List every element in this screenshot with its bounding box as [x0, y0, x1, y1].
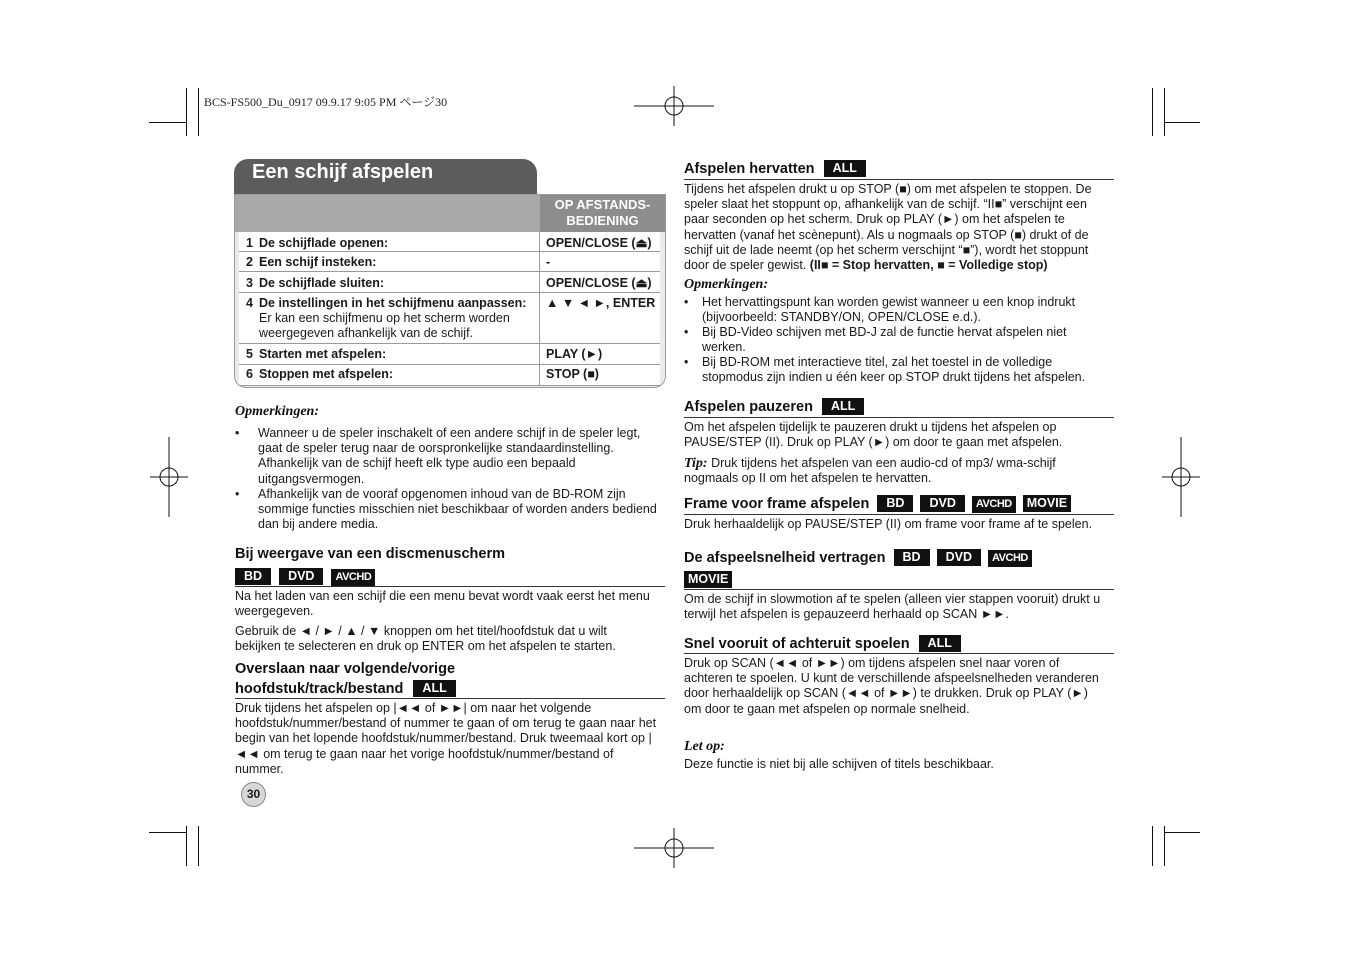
step-action: OPEN/CLOSE (⏏): [546, 236, 652, 250]
table-row: 2: [246, 255, 253, 269]
list-item: • Afhankelijk van de vooraf opgenomen inhoud van de BD-ROM zijn sommige functies misschien niet beschikbaar of worden anders bediend dan bij andere media.: [235, 487, 657, 532]
skip-text: Druk tijdens het afspelen op |◄◄ of ►►| om naar het volgende hoofdstuk/nummer/bestand of nummer te gaan of om terug te gaan naar het begin van het lopende hoofdstuk/nummer/bestand. Druk tweemaal kort op |◄◄ om terug te gaan naar het vorige hoofdstuk/nummer/bestand of nummer.: [235, 701, 657, 776]
pause-text: Om het afspelen tijdelijk te pauzeren drukt u tijdens het afspelen op PAUSE/STEP (II). Druk op PLAY (►) om door te gaan met afspelen.: [684, 420, 1063, 450]
step-label: De schijflade openen:: [259, 236, 389, 250]
resume-notes-title: Opmerkingen:: [684, 277, 768, 292]
section-title-pause: Afspelen pauzeren ALL: [684, 398, 864, 415]
resume-text: Tijdens het afspelen drukt u op STOP (■) om met afspelen te stoppen. De speler slaat het stoppunt op, afhankelijk van de schijf. “II■” verschijnt een paar seconden op het scherm. Druk op PLAY (►) om het afspelen te hervatten (vanaf het scènepunt). Als u nogmaals op STOP (■) drukt of de schijf uit de lade neemt (op het scherm verschijnt “■”), wordt het stoppunt door de speler gewist. (II■ = Stop hervatten, ■ = Volledige stop): [684, 182, 1092, 273]
table-row: 6: [246, 367, 253, 381]
list-item: • Bij BD-ROM met interactieve titel, zal het toestel in de volledige stopmodus zijn indien u één keer op STOP drukt tijdens het afspelen.: [684, 355, 1086, 385]
list-item: • Bij BD-Video schijven met BD-J zal de functie hervat afspelen niet werken.: [684, 325, 1067, 355]
step-sub: Er kan een schijfmenu op het scherm worden weergegeven afhankelijk van de schijf.: [259, 311, 510, 340]
table-row: 3: [246, 276, 253, 290]
step-action: STOP (■): [546, 367, 599, 381]
scan-text: Druk op SCAN (◄◄ of ►►) om tijdens afspelen snel naar voren of achteren te spoelen. U kunt de verschillende afspeelsnelheden veranderen door herhaaldelijk op SCAN (◄◄ of ►►) te drukken. Druk op PLAY (►) om door te gaan met afspelen op normale snelheid.: [684, 656, 1099, 716]
crop-mark: [1152, 88, 1153, 136]
badge-bd: BD: [894, 549, 930, 566]
print-header: BCS-FS500_Du_0917 09.9.17 9:05 PM ページ30: [204, 95, 448, 109]
section-title-scan: Snel vooruit of achteruit spoelen ALL: [684, 635, 961, 652]
steps-table: [234, 194, 666, 388]
registration-mark-right: [1162, 437, 1200, 517]
crop-mark: [1164, 122, 1200, 123]
badge-movie: MOVIE: [1023, 495, 1071, 512]
crop-mark: [186, 88, 187, 136]
badge-dvd: DVD: [279, 568, 323, 585]
section-title-skip-2: hoofdstuk/track/bestand ALL: [235, 680, 456, 697]
divider: [235, 698, 665, 699]
crop-mark: [149, 832, 187, 833]
divider: [235, 586, 665, 587]
section-title-resume: Afspelen hervatten ALL: [684, 160, 866, 177]
divider: [684, 653, 1114, 654]
step-label: Stoppen met afspelen:: [259, 367, 394, 381]
step-label: Een schijf insteken:: [259, 255, 377, 269]
table-row: 1: [246, 236, 253, 250]
badge-all: ALL: [822, 398, 864, 415]
badge-all: ALL: [919, 635, 961, 652]
crop-mark: [198, 826, 199, 866]
divider: [684, 417, 1114, 418]
divider: [684, 179, 1114, 180]
badge-avchd: AVCHD: [972, 496, 1016, 513]
section-title-disc-menu: Bij weergave van een discmenuscherm: [235, 546, 505, 562]
section-title-skip: Overslaan naar volgende/vorige: [235, 661, 456, 677]
section-title-frame: Frame voor frame afspelen BD DVD AVCHD MOVIE: [684, 495, 1071, 513]
table-row: 5: [246, 347, 253, 361]
badge-avchd: AVCHD: [988, 550, 1032, 567]
format-badges: [235, 568, 375, 586]
step-action: OPEN/CLOSE (⏏): [546, 276, 652, 290]
crop-mark: [1164, 832, 1200, 833]
slow-badge-row: [684, 571, 732, 589]
notes-title: Opmerkingen:: [235, 404, 319, 419]
step-label: De instellingen in het schijfmenu aanpassen:: [259, 296, 527, 310]
badge-dvd: DVD: [937, 549, 981, 566]
step-action: PLAY (►): [546, 347, 603, 361]
table-header-remote: OP AFSTANDS- BEDIENING: [540, 195, 665, 232]
list-item: • Het hervattingspunt kan worden gewist wanneer u een knop indrukt (bijvoorbeeld: STANDBY/ON, OPEN/CLOSE e.d.).: [684, 295, 1076, 325]
badge-bd: BD: [877, 495, 913, 512]
frame-text: Druk herhaaldelijk op PAUSE/STEP (II) om frame voor frame af te spelen.: [684, 517, 1093, 531]
page-number: 30: [241, 782, 266, 807]
table-row: 4: [246, 296, 253, 310]
crop-mark: [198, 88, 199, 136]
step-action: ▲ ▼ ◄ ►, ENTER: [546, 296, 656, 310]
slow-text: Om de schijf in slowmotion af te spelen (alleen vier stappen vooruit) drukt u terwijl het afspelen is gepauzeerd herhaald op SCAN ►►.: [684, 592, 1101, 622]
disc-menu-text-1: Na het laden van een schijf die een menu bevat wordt vaak eerst het menu weergegeven.: [235, 589, 650, 619]
scan-note-title: Let op:: [684, 739, 725, 754]
step-action: -: [546, 255, 551, 269]
registration-mark-bottom: [634, 828, 714, 868]
scan-note: Deze functie is niet bij alle schijven of titels beschikbaar.: [684, 757, 994, 771]
badge-movie: MOVIE: [684, 571, 732, 588]
divider: [684, 514, 1114, 515]
badge-all: ALL: [824, 160, 866, 177]
pause-tip: Tip: Druk tijdens het afspelen van een audio-cd of mp3/ wma-schijf nogmaals op II om het afspelen te hervatten.: [684, 456, 1056, 486]
crop-mark: [1164, 88, 1165, 136]
divider: [684, 589, 1114, 590]
list-item: • Wanneer u de speler inschakelt of een andere schijf in de speler legt, gaat de speler terug naar de oorspronkelijke standaardinstelling. Afhankelijk van de schijf heeft elk type audio een bepaald uitgangsvermogen.: [235, 426, 641, 486]
step-label: Starten met afspelen:: [259, 347, 387, 361]
disc-menu-text-2: Gebruik de ◄ / ► / ▲ / ▼ knoppen om het titel/hoofdstuk dat u wilt bekijken te selecteren en druk op ENTER om het afspelen te starten.: [235, 624, 616, 654]
crop-mark: [1152, 826, 1153, 866]
section-title-slow: De afspeelsnelheid vertragen BD DVD AVCHD: [684, 549, 1032, 567]
step-label: De schijflade sluiten:: [259, 276, 385, 290]
registration-mark-top: [634, 86, 714, 126]
registration-mark-left: [150, 437, 188, 517]
badge-all: ALL: [413, 680, 455, 697]
badge-bd: BD: [235, 568, 271, 585]
badge-dvd: DVD: [920, 495, 964, 512]
crop-mark: [149, 122, 187, 123]
page-title: Een schijf afspelen: [252, 161, 434, 183]
badge-avchd: AVCHD: [331, 569, 375, 586]
